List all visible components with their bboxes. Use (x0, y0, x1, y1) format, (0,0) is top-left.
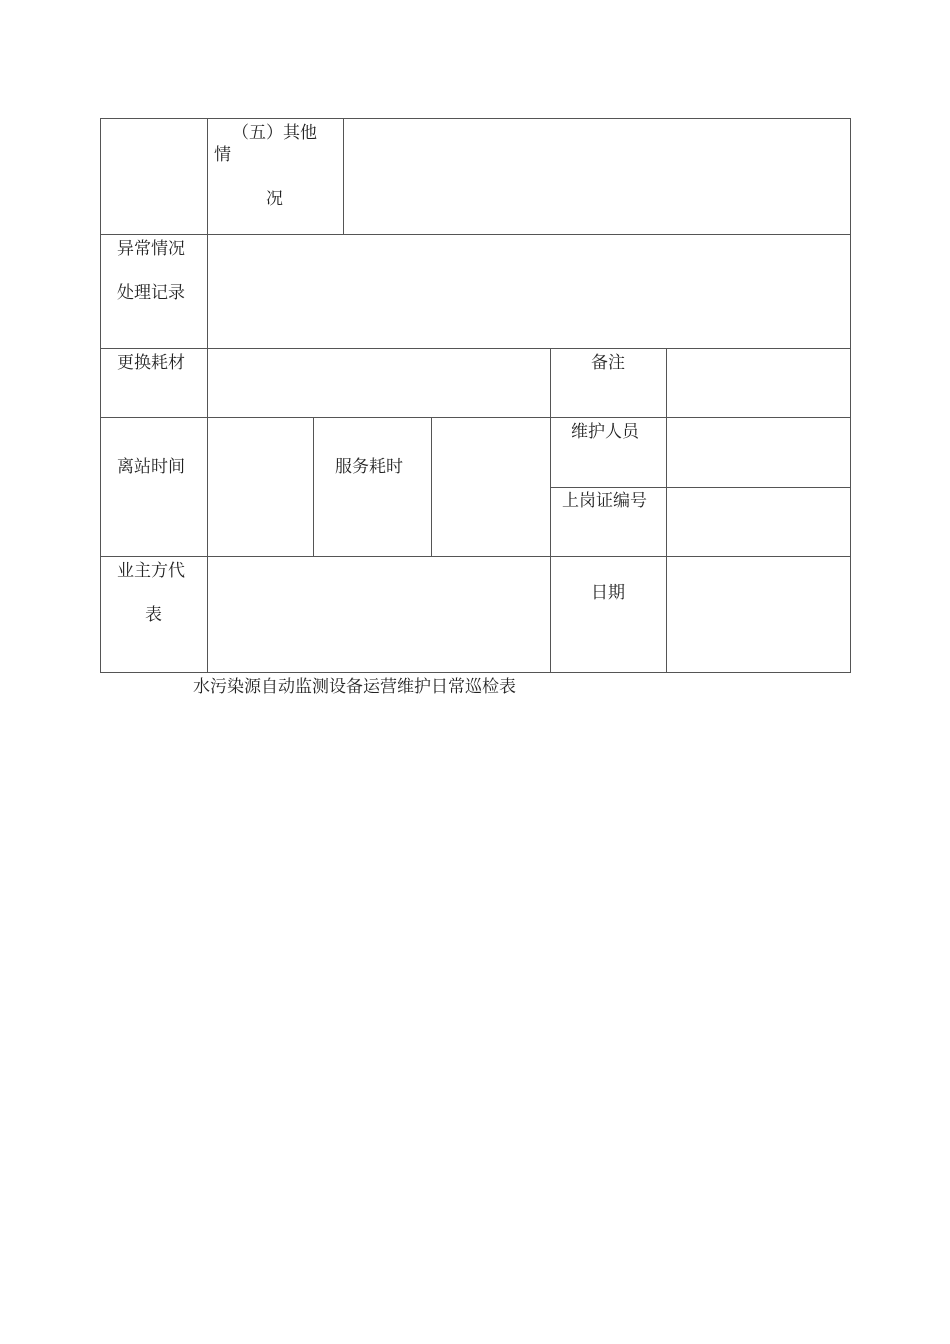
departure-time-input-area[interactable] (208, 418, 313, 556)
certificate-no-label: 上岗证编号 (562, 491, 647, 511)
remarks-input-area[interactable] (667, 349, 850, 417)
date-input-area[interactable] (667, 557, 850, 672)
certificate-no-input-area[interactable] (667, 488, 850, 556)
column-divider (550, 348, 551, 673)
service-duration-input-area[interactable] (432, 418, 550, 556)
remarks-label: 备注 (591, 353, 625, 373)
document-title: 水污染源自动监测设备运营维护日常巡检表 (193, 677, 516, 697)
other-situation-label-line2: 情 (214, 145, 231, 165)
departure-time-label: 离站时间 (117, 457, 185, 477)
other-situation-label-line1: （五）其他 (232, 123, 317, 143)
abnormal-record-label-line2: 处理记录 (117, 283, 185, 303)
owner-representative-label-line1: 业主方代 (117, 561, 185, 581)
maintenance-staff-input-area[interactable] (667, 418, 850, 487)
column-divider (313, 417, 314, 556)
consumables-input-area[interactable] (208, 349, 550, 417)
service-duration-label: 服务耗时 (335, 457, 403, 477)
owner-representative-input-area[interactable] (208, 557, 550, 672)
consumables-label: 更换耗材 (117, 353, 185, 373)
date-label: 日期 (591, 583, 625, 603)
abnormal-record-label-line1: 异常情况 (117, 239, 185, 259)
abnormal-record-input-area[interactable] (208, 235, 850, 348)
other-situation-input-area[interactable] (344, 119, 850, 234)
owner-representative-label-line2: 表 (145, 605, 162, 625)
other-situation-label-line3: 况 (266, 189, 283, 209)
maintenance-staff-label: 维护人员 (571, 422, 639, 442)
